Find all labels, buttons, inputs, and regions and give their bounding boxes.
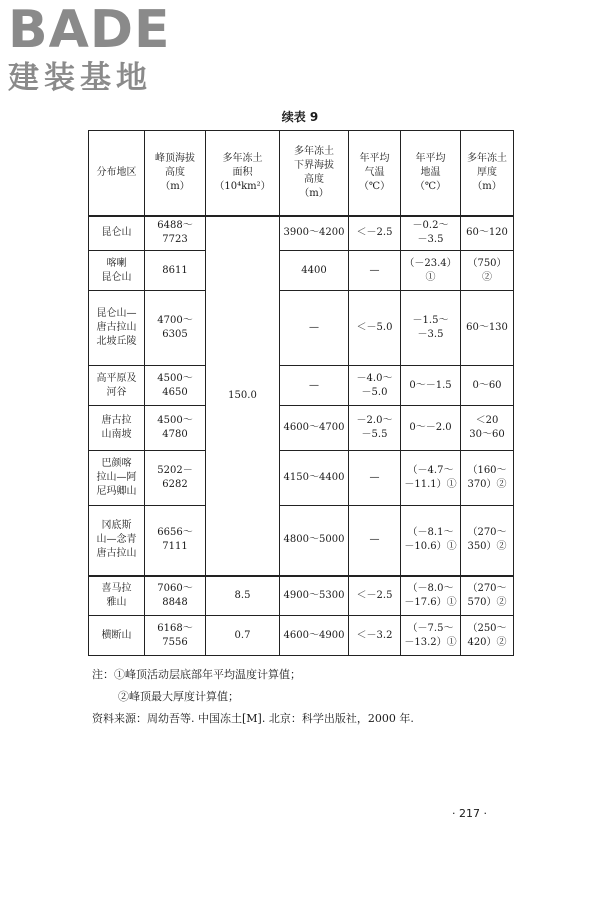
cell-ground: （－23.4）① — [401, 251, 461, 291]
table-row — [89, 506, 514, 576]
cell-thickness: 60～120 — [461, 216, 514, 251]
note-2: ②峰顶最大厚度计算值； — [118, 690, 239, 703]
cell-lower: — — [280, 366, 349, 406]
cell-lower: 4400 — [280, 251, 349, 291]
cell-region: 昆仑山— 唐古拉山 北坡丘陵 — [89, 291, 145, 366]
col-header-air-temp: 年平均 气温 （℃） — [349, 131, 401, 216]
col-header-permafrost-area: 多年冻土 面积 （10⁴km²） — [206, 131, 280, 216]
cell-peak: 4500～4780 — [145, 406, 206, 451]
col-header-thickness: 多年冻土 厚度 （m） — [461, 131, 514, 216]
cell-region: 巴颜喀 拉山—阿 尼玛卿山 — [89, 451, 145, 506]
table-row — [89, 251, 514, 291]
table-row — [89, 451, 514, 506]
cell-lower: 4800～5000 — [280, 506, 349, 576]
table-row — [89, 366, 514, 406]
table-notes — [92, 664, 572, 730]
cell-lower: 4150～4400 — [280, 451, 349, 506]
cell-thickness: ＜20 30～60 — [461, 406, 514, 451]
cell-ground: （－7.5～ －13.2）① — [401, 616, 461, 656]
cell-air: ＜－5.0 — [349, 291, 401, 366]
cell-region: 昆仑山 — [89, 216, 145, 251]
cell-peak: 8611 — [145, 251, 206, 291]
cell-peak: 7060～8848 — [145, 576, 206, 616]
cell-peak: 6168～7556 — [145, 616, 206, 656]
cell-thickness: 0～60 — [461, 366, 514, 406]
cell-peak: 4700～6305 — [145, 291, 206, 366]
cell-air: — — [349, 506, 401, 576]
cell-thickness: （270～ 570）② — [461, 576, 514, 616]
cell-region: 喀喇 昆仑山 — [89, 251, 145, 291]
cell-ground: （－4.7～ －11.1）① — [401, 451, 461, 506]
cell-air: — — [349, 451, 401, 506]
col-header-peak-elevation: 峰顶海拔 高度 （m） — [145, 131, 206, 216]
cell-thickness: 60～130 — [461, 291, 514, 366]
source-note: 资料来源：周幼吾等. 中国冻土[M]. 北京：科学出版社，2000 年. — [92, 712, 414, 725]
cell-lower: — — [280, 291, 349, 366]
cell-lower: 4600～4900 — [280, 616, 349, 656]
cell-air: ＜－2.5 — [349, 216, 401, 251]
cell-peak: 6656～7111 — [145, 506, 206, 576]
cell-ground: （－8.1～ －10.6）① — [401, 506, 461, 576]
cell-thickness: （270～ 350）② — [461, 506, 514, 576]
cell-lower: 3900～4200 — [280, 216, 349, 251]
cell-area: 8.5 — [206, 576, 280, 616]
cell-ground: －1.5～ －3.5 — [401, 291, 461, 366]
cell-lower: 4900～5300 — [280, 576, 349, 616]
col-header-ground-temp: 年平均 地温 （℃） — [401, 131, 461, 216]
brand-logo — [8, 0, 171, 96]
table-row — [89, 406, 514, 451]
table-caption: 续表 9 — [281, 110, 319, 124]
cell-air: －4.0～ －5.0 — [349, 366, 401, 406]
col-header-region: 分布地区 — [89, 131, 145, 216]
cell-peak: 6488～7723 — [145, 216, 206, 251]
table-header-row — [89, 131, 514, 216]
note-1: 注：①峰顶活动层底部年平均温度计算值； — [92, 668, 301, 681]
cell-thickness: （250～ 420）② — [461, 616, 514, 656]
page-number: · 217 · — [452, 807, 487, 820]
permafrost-table — [88, 130, 514, 656]
cell-region: 冈底斯 山—念青 唐古拉山 — [89, 506, 145, 576]
cell-air: ＜－3.2 — [349, 616, 401, 656]
cell-thickness: （750）② — [461, 251, 514, 291]
cell-air: －2.0～ －5.5 — [349, 406, 401, 451]
cell-ground: 0～－1.5 — [401, 366, 461, 406]
cell-region: 高平原及 河谷 — [89, 366, 145, 406]
cell-thickness: （160～ 370）② — [461, 451, 514, 506]
table-row — [89, 216, 514, 251]
col-header-lower-limit: 多年冻土 下界海拔 高度 （m） — [280, 131, 349, 216]
cell-ground: （－8.0～ －17.6）① — [401, 576, 461, 616]
table-row — [89, 616, 514, 656]
cell-area-merged: 150.0 — [206, 216, 280, 576]
cell-region: 喜马拉 雅山 — [89, 576, 145, 616]
cell-peak: 5202－6282 — [145, 451, 206, 506]
table-row — [89, 291, 514, 366]
cell-ground: 0～－2.0 — [401, 406, 461, 451]
cell-area: 0.7 — [206, 616, 280, 656]
logo-subtitle: 建装基地 — [8, 60, 152, 96]
table-row — [89, 576, 514, 616]
cell-air: ＜－2.5 — [349, 576, 401, 616]
cell-region: 横断山 — [89, 616, 145, 656]
cell-region: 唐古拉 山南坡 — [89, 406, 145, 451]
logo-wordmark: BADE — [8, 0, 171, 60]
cell-lower: 4600～4700 — [280, 406, 349, 451]
cell-air: — — [349, 251, 401, 291]
cell-peak: 4500～4650 — [145, 366, 206, 406]
cell-ground: －0.2～ －3.5 — [401, 216, 461, 251]
